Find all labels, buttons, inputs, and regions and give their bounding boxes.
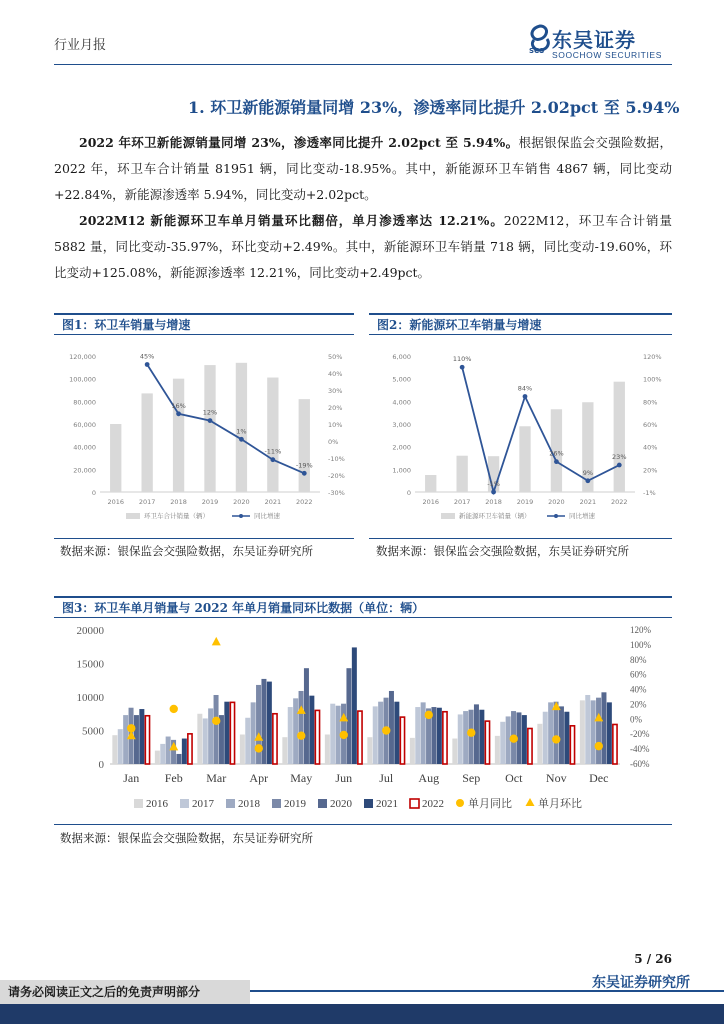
y-right-tick-label: 80% bbox=[643, 398, 658, 407]
bar bbox=[456, 456, 467, 492]
legend-yoy-marker bbox=[456, 799, 464, 807]
bar-2016 bbox=[580, 700, 585, 764]
data-label: 12% bbox=[202, 408, 218, 417]
growth-point bbox=[585, 478, 590, 483]
bar-2021 bbox=[309, 696, 314, 764]
bar-2017 bbox=[373, 706, 378, 764]
y-left-tick-label: 1,000 bbox=[392, 466, 411, 475]
legend-swatch-2021 bbox=[364, 799, 373, 808]
data-label: -11% bbox=[264, 447, 282, 456]
paragraph-1-body: 根据银保监会交强险数据，2022 年，环卫车合计销量 81951 辆，同比变动-18.95%。其中，新能源环卫车销售 4867 辆，同比变动+22.84%，新能源渗透率 5.94%，同比变动+2.02pct。 bbox=[54, 135, 672, 202]
paragraph-2-lead: 2022M12 新能源环卫车单月销量环比翻倍，单月渗透率达 12.21%。 bbox=[79, 213, 504, 228]
fig3-source: 数据来源：银保监会交强险数据，东吴证券研究所 bbox=[60, 831, 313, 845]
yoy-point bbox=[297, 732, 305, 740]
fig3-title: 图3：环卫车单月销量与 2022 年单月销量同环比数据（单位：辆） bbox=[54, 596, 672, 618]
bar-2016 bbox=[325, 735, 330, 764]
y-right-tick-label: 60% bbox=[630, 669, 647, 680]
paragraph-1-lead: 2022 年环卫新能源销量同增 23%，渗透率同比提升 2.02pct 至 5.94%。 bbox=[79, 135, 519, 150]
bar-2018 bbox=[378, 702, 383, 764]
bar-2018 bbox=[208, 708, 213, 764]
growth-line bbox=[462, 367, 619, 492]
fig3-bottom-rule bbox=[54, 824, 672, 825]
bar-2017 bbox=[160, 744, 165, 764]
yoy-point bbox=[595, 742, 603, 750]
bar-2017 bbox=[330, 704, 335, 764]
bar-2020 bbox=[261, 679, 266, 764]
legend-swatch-2018 bbox=[226, 799, 235, 808]
x-tick-label: Jul bbox=[379, 771, 394, 785]
data-label: 16% bbox=[171, 401, 186, 410]
legend-swatch-2019 bbox=[272, 799, 281, 808]
header-divider bbox=[54, 64, 672, 65]
yoy-point bbox=[467, 729, 475, 737]
page-number: 5 / 26 bbox=[634, 952, 672, 966]
growth-point bbox=[208, 418, 213, 423]
legend-swatch-2022 bbox=[410, 799, 419, 808]
y-right-tick-label: -60% bbox=[630, 759, 650, 769]
legend-bar-label: 环卫车合计销量（辆） bbox=[144, 512, 209, 520]
paragraph-2 bbox=[54, 208, 672, 286]
legend-swatch-2020 bbox=[318, 799, 327, 808]
growth-point bbox=[460, 365, 465, 370]
y-right-tick-label: 40% bbox=[328, 370, 343, 378]
y-left-tick-label: 0 bbox=[91, 489, 96, 497]
section-title: 1. 环卫新能源销量同增 23%，渗透率同比提升 2.02pct 至 5.94% bbox=[188, 98, 680, 117]
legend-swatch-2017 bbox=[180, 799, 189, 808]
footer-brand: 东吴证券研究所 bbox=[592, 975, 690, 991]
yoy-point bbox=[510, 734, 518, 742]
bar-2017 bbox=[585, 695, 590, 764]
bar-2020 bbox=[389, 691, 394, 764]
paragraph-1 bbox=[54, 130, 672, 208]
x-tick-label: 2019 bbox=[516, 498, 534, 506]
bar-2020 bbox=[134, 715, 139, 764]
x-tick-label: Dec bbox=[589, 771, 609, 785]
bar bbox=[299, 399, 310, 492]
x-tick-label: Mar bbox=[206, 771, 227, 785]
growth-point bbox=[239, 437, 244, 442]
bar-2016 bbox=[112, 735, 117, 764]
bar-2022 bbox=[273, 714, 277, 764]
bar-2021 bbox=[564, 712, 569, 764]
bar-2021 bbox=[479, 710, 484, 764]
bar-2021 bbox=[267, 682, 272, 764]
legend-label: 2016 bbox=[146, 798, 168, 810]
bar-2016 bbox=[240, 735, 245, 764]
y-left-tick-label: 5,000 bbox=[392, 375, 411, 384]
legend-label: 2020 bbox=[330, 798, 352, 810]
y-left-tick-label: 20,000 bbox=[73, 466, 96, 475]
y-right-tick-label: 20% bbox=[630, 699, 647, 710]
bar-2016 bbox=[410, 738, 415, 764]
y-left-tick-label: 80,000 bbox=[73, 398, 96, 407]
data-label: 1% bbox=[236, 427, 247, 436]
legend-label: 单月环比 bbox=[538, 797, 582, 810]
bar-2019 bbox=[214, 695, 219, 764]
x-tick-label: Feb bbox=[164, 771, 183, 785]
bar-2022 bbox=[570, 726, 574, 764]
disclaimer-note: 请务必阅读正文之后的免责声明部分 bbox=[0, 980, 250, 1004]
bar-2016 bbox=[452, 739, 457, 764]
growth-point bbox=[176, 411, 181, 416]
legend-label: 单月同比 bbox=[468, 797, 512, 810]
bar-2020 bbox=[176, 754, 181, 764]
bar-2022 bbox=[613, 724, 617, 764]
bar-2019 bbox=[299, 691, 304, 764]
y-right-tick-label: 0% bbox=[328, 438, 339, 446]
bar-2022 bbox=[528, 728, 532, 764]
bar-2022 bbox=[400, 717, 404, 764]
bar-2022 bbox=[188, 734, 192, 764]
y-right-tick-label: 10% bbox=[328, 421, 343, 429]
fig1-title: 图1：环卫车销量与增速 bbox=[54, 313, 354, 335]
bar-2017 bbox=[458, 714, 463, 764]
bar-2022 bbox=[358, 711, 362, 764]
bar-2021 bbox=[224, 702, 229, 764]
bar-2021 bbox=[182, 739, 187, 764]
bar bbox=[141, 393, 152, 492]
bar-2017 bbox=[415, 707, 420, 764]
bar bbox=[519, 426, 530, 492]
y-right-tick-label: -1% bbox=[643, 489, 656, 497]
bar-2019 bbox=[596, 698, 601, 764]
growth-point bbox=[270, 457, 275, 462]
growth-point bbox=[617, 463, 622, 468]
x-tick-label: 2020 bbox=[548, 498, 565, 506]
x-tick-label: 2016 bbox=[107, 498, 124, 506]
bar-2018 bbox=[463, 711, 468, 764]
yoy-point bbox=[340, 731, 348, 739]
data-label: 9% bbox=[582, 468, 594, 477]
x-tick-label: 2022 bbox=[296, 498, 313, 506]
y-right-tick-label: 40% bbox=[630, 684, 647, 695]
bar-2020 bbox=[601, 692, 606, 764]
fig1-chart bbox=[54, 340, 354, 535]
y-right-tick-label: 0% bbox=[630, 714, 642, 725]
y-left-tick-label: 2,000 bbox=[392, 443, 411, 452]
data-label: 45% bbox=[139, 352, 155, 361]
bar-2020 bbox=[304, 668, 309, 764]
legend-swatch-2016 bbox=[134, 799, 143, 808]
y-right-tick-label: -20% bbox=[630, 729, 650, 740]
y-right-tick-label: -30% bbox=[328, 489, 345, 497]
bar-2021 bbox=[352, 647, 357, 764]
x-tick-label: Nov bbox=[545, 771, 567, 785]
x-tick-label: 2020 bbox=[233, 498, 250, 506]
bar-2019 bbox=[554, 702, 559, 764]
yoy-point bbox=[255, 744, 263, 752]
bar-2017 bbox=[203, 718, 208, 764]
bar bbox=[110, 424, 121, 492]
bar bbox=[425, 475, 436, 492]
brand-name-en: SOOCHOW SECURITIES bbox=[552, 50, 662, 60]
growth-line bbox=[147, 365, 304, 474]
growth-point bbox=[523, 394, 528, 399]
mom-point bbox=[212, 637, 221, 646]
yoy-point bbox=[170, 705, 178, 713]
legend-bar-label: 新能源环卫车销量（辆） bbox=[459, 512, 531, 520]
data-label: -19% bbox=[295, 461, 313, 470]
yoy-point bbox=[425, 711, 433, 719]
legend-label: 2022 bbox=[422, 798, 444, 810]
yoy-point bbox=[212, 717, 220, 725]
bar-2017 bbox=[500, 722, 505, 764]
bar-2016 bbox=[495, 736, 500, 764]
bar-2020 bbox=[559, 706, 564, 764]
brand-name-cn: 东吴证券 bbox=[552, 28, 636, 52]
y-right-tick-label: 100% bbox=[630, 639, 651, 650]
bar bbox=[173, 379, 184, 492]
x-tick-label: 2018 bbox=[170, 498, 187, 506]
bar bbox=[202, 365, 218, 492]
bar-2018 bbox=[293, 698, 298, 764]
legend-label: 2017 bbox=[192, 798, 214, 810]
bar-2021 bbox=[394, 702, 399, 764]
bar-2016 bbox=[537, 724, 542, 764]
x-tick-label: Apr bbox=[249, 771, 269, 785]
y-left-tick-label: 6,000 bbox=[392, 353, 411, 361]
bar-2018 bbox=[421, 702, 426, 764]
bar-2017 bbox=[543, 712, 548, 764]
x-tick-label: Jun bbox=[335, 771, 353, 785]
legend-line-label: 同比增速 bbox=[254, 512, 280, 520]
bar-2021 bbox=[437, 708, 442, 764]
bar-2022 bbox=[315, 710, 319, 764]
paragraph-2-body: 2022M12，环卫车合计销量 5882 量，同比变动-35.97%，环比变动+2.49%。其中，新能源环卫车销量 718 辆，同比变动-19.60%，环比变动+125.08%，新能源渗透率 12.21%，同比变动+2.49pct。 bbox=[54, 213, 672, 280]
y-left-tick-label: 0 bbox=[98, 759, 104, 771]
brand-logo-icon bbox=[528, 24, 552, 54]
bar-2021 bbox=[139, 709, 144, 764]
bar-2022 bbox=[443, 712, 447, 764]
bar-2016 bbox=[367, 737, 372, 764]
x-tick-label: Jan bbox=[123, 771, 140, 785]
brand-logo bbox=[528, 24, 673, 60]
data-label: 23% bbox=[612, 453, 627, 462]
bar-2018 bbox=[251, 702, 256, 764]
y-right-tick-label: 100% bbox=[643, 375, 662, 384]
fig2-bottom-rule bbox=[369, 538, 672, 539]
x-tick-label: 2021 bbox=[579, 498, 597, 506]
y-left-tick-label: 40,000 bbox=[73, 443, 96, 452]
y-right-tick-label: -20% bbox=[328, 472, 345, 480]
bar bbox=[267, 378, 278, 492]
bar-2022 bbox=[485, 721, 489, 764]
bar bbox=[614, 382, 625, 492]
x-tick-label: Oct bbox=[505, 771, 523, 785]
y-left-tick-label: 4,000 bbox=[392, 398, 411, 407]
legend-label: 2019 bbox=[284, 798, 306, 810]
x-tick-label: 2017 bbox=[453, 498, 471, 506]
x-tick-label: May bbox=[290, 771, 313, 785]
y-right-tick-label: 30% bbox=[328, 387, 343, 395]
y-left-tick-label: 5000 bbox=[82, 725, 104, 738]
bar-2022 bbox=[230, 702, 234, 764]
bar-2018 bbox=[591, 700, 596, 764]
legend-bar-swatch bbox=[441, 513, 455, 519]
y-right-tick-label: 20% bbox=[328, 404, 343, 412]
y-left-tick-label: 3,000 bbox=[392, 421, 411, 429]
x-tick-label: 2017 bbox=[138, 498, 156, 506]
bar-2016 bbox=[197, 714, 202, 764]
bar-2018 bbox=[123, 715, 128, 764]
svg-text:SCS: SCS bbox=[529, 47, 545, 54]
x-tick-label: 2016 bbox=[422, 498, 439, 506]
yoy-point bbox=[552, 735, 560, 743]
growth-point bbox=[491, 490, 496, 495]
y-left-tick-label: 20000 bbox=[76, 625, 104, 637]
bar-2017 bbox=[288, 707, 293, 764]
legend-label: 2021 bbox=[376, 798, 398, 810]
data-label: -1% bbox=[487, 480, 500, 488]
y-left-tick-label: 0 bbox=[406, 489, 411, 497]
growth-point bbox=[302, 471, 307, 476]
y-right-tick-label: 80% bbox=[630, 654, 647, 665]
fig2-chart bbox=[369, 340, 672, 535]
legend-label: 2018 bbox=[238, 798, 260, 810]
growth-point bbox=[145, 362, 150, 367]
report-category: 行业月报 bbox=[54, 38, 107, 53]
y-left-tick-label: 60,000 bbox=[73, 421, 96, 429]
x-tick-label: Sep bbox=[462, 771, 481, 785]
bar-2017 bbox=[245, 718, 250, 764]
bar-2021 bbox=[522, 715, 527, 764]
legend-line-marker bbox=[554, 514, 558, 518]
legend-line-label: 同比增速 bbox=[569, 512, 595, 520]
growth-point bbox=[554, 459, 559, 464]
bar-2021 bbox=[607, 702, 612, 764]
fig1-source: 数据来源：银保监会交强险数据，东吴证券研究所 bbox=[60, 544, 313, 558]
x-tick-label: 2021 bbox=[264, 498, 282, 506]
y-right-tick-label: 120% bbox=[643, 353, 662, 361]
bar-2020 bbox=[346, 668, 351, 764]
y-left-tick-label: 100,000 bbox=[69, 375, 96, 384]
x-tick-label: 2022 bbox=[611, 498, 628, 506]
y-left-tick-label: 10000 bbox=[76, 692, 104, 704]
data-label: 110% bbox=[452, 355, 472, 364]
legend-line-marker bbox=[239, 514, 243, 518]
y-right-tick-label: 120% bbox=[630, 625, 651, 635]
bar-2018 bbox=[548, 702, 553, 764]
fig1-bottom-rule bbox=[54, 538, 354, 539]
y-right-tick-label: 40% bbox=[643, 443, 658, 452]
legend-bar-swatch bbox=[126, 513, 140, 519]
fig2-title: 图2：新能源环卫车销量与增速 bbox=[369, 313, 672, 335]
x-tick-label: Aug bbox=[418, 771, 440, 785]
legend-mom-marker bbox=[526, 798, 535, 806]
bar-2017 bbox=[118, 729, 123, 764]
bar-2016 bbox=[155, 751, 160, 764]
y-right-tick-label: 60% bbox=[643, 421, 658, 429]
y-right-tick-label: -10% bbox=[328, 455, 345, 463]
fig3-chart bbox=[54, 620, 672, 822]
yoy-point bbox=[382, 726, 390, 734]
y-right-tick-label: -40% bbox=[630, 744, 650, 755]
bar-2022 bbox=[145, 716, 149, 764]
y-left-tick-label: 15000 bbox=[76, 658, 104, 671]
x-tick-label: 2018 bbox=[485, 498, 502, 506]
data-label: 26% bbox=[549, 449, 564, 458]
y-right-tick-label: 50% bbox=[328, 353, 343, 361]
y-right-tick-label: 20% bbox=[643, 466, 658, 475]
y-left-tick-label: 120,000 bbox=[69, 353, 96, 361]
bar-2016 bbox=[282, 737, 287, 764]
fig2-source: 数据来源：银保监会交强险数据，东吴证券研究所 bbox=[376, 544, 629, 558]
footer-bar bbox=[0, 1004, 724, 1024]
data-label: 84% bbox=[517, 384, 533, 393]
x-tick-label: 2019 bbox=[201, 498, 219, 506]
